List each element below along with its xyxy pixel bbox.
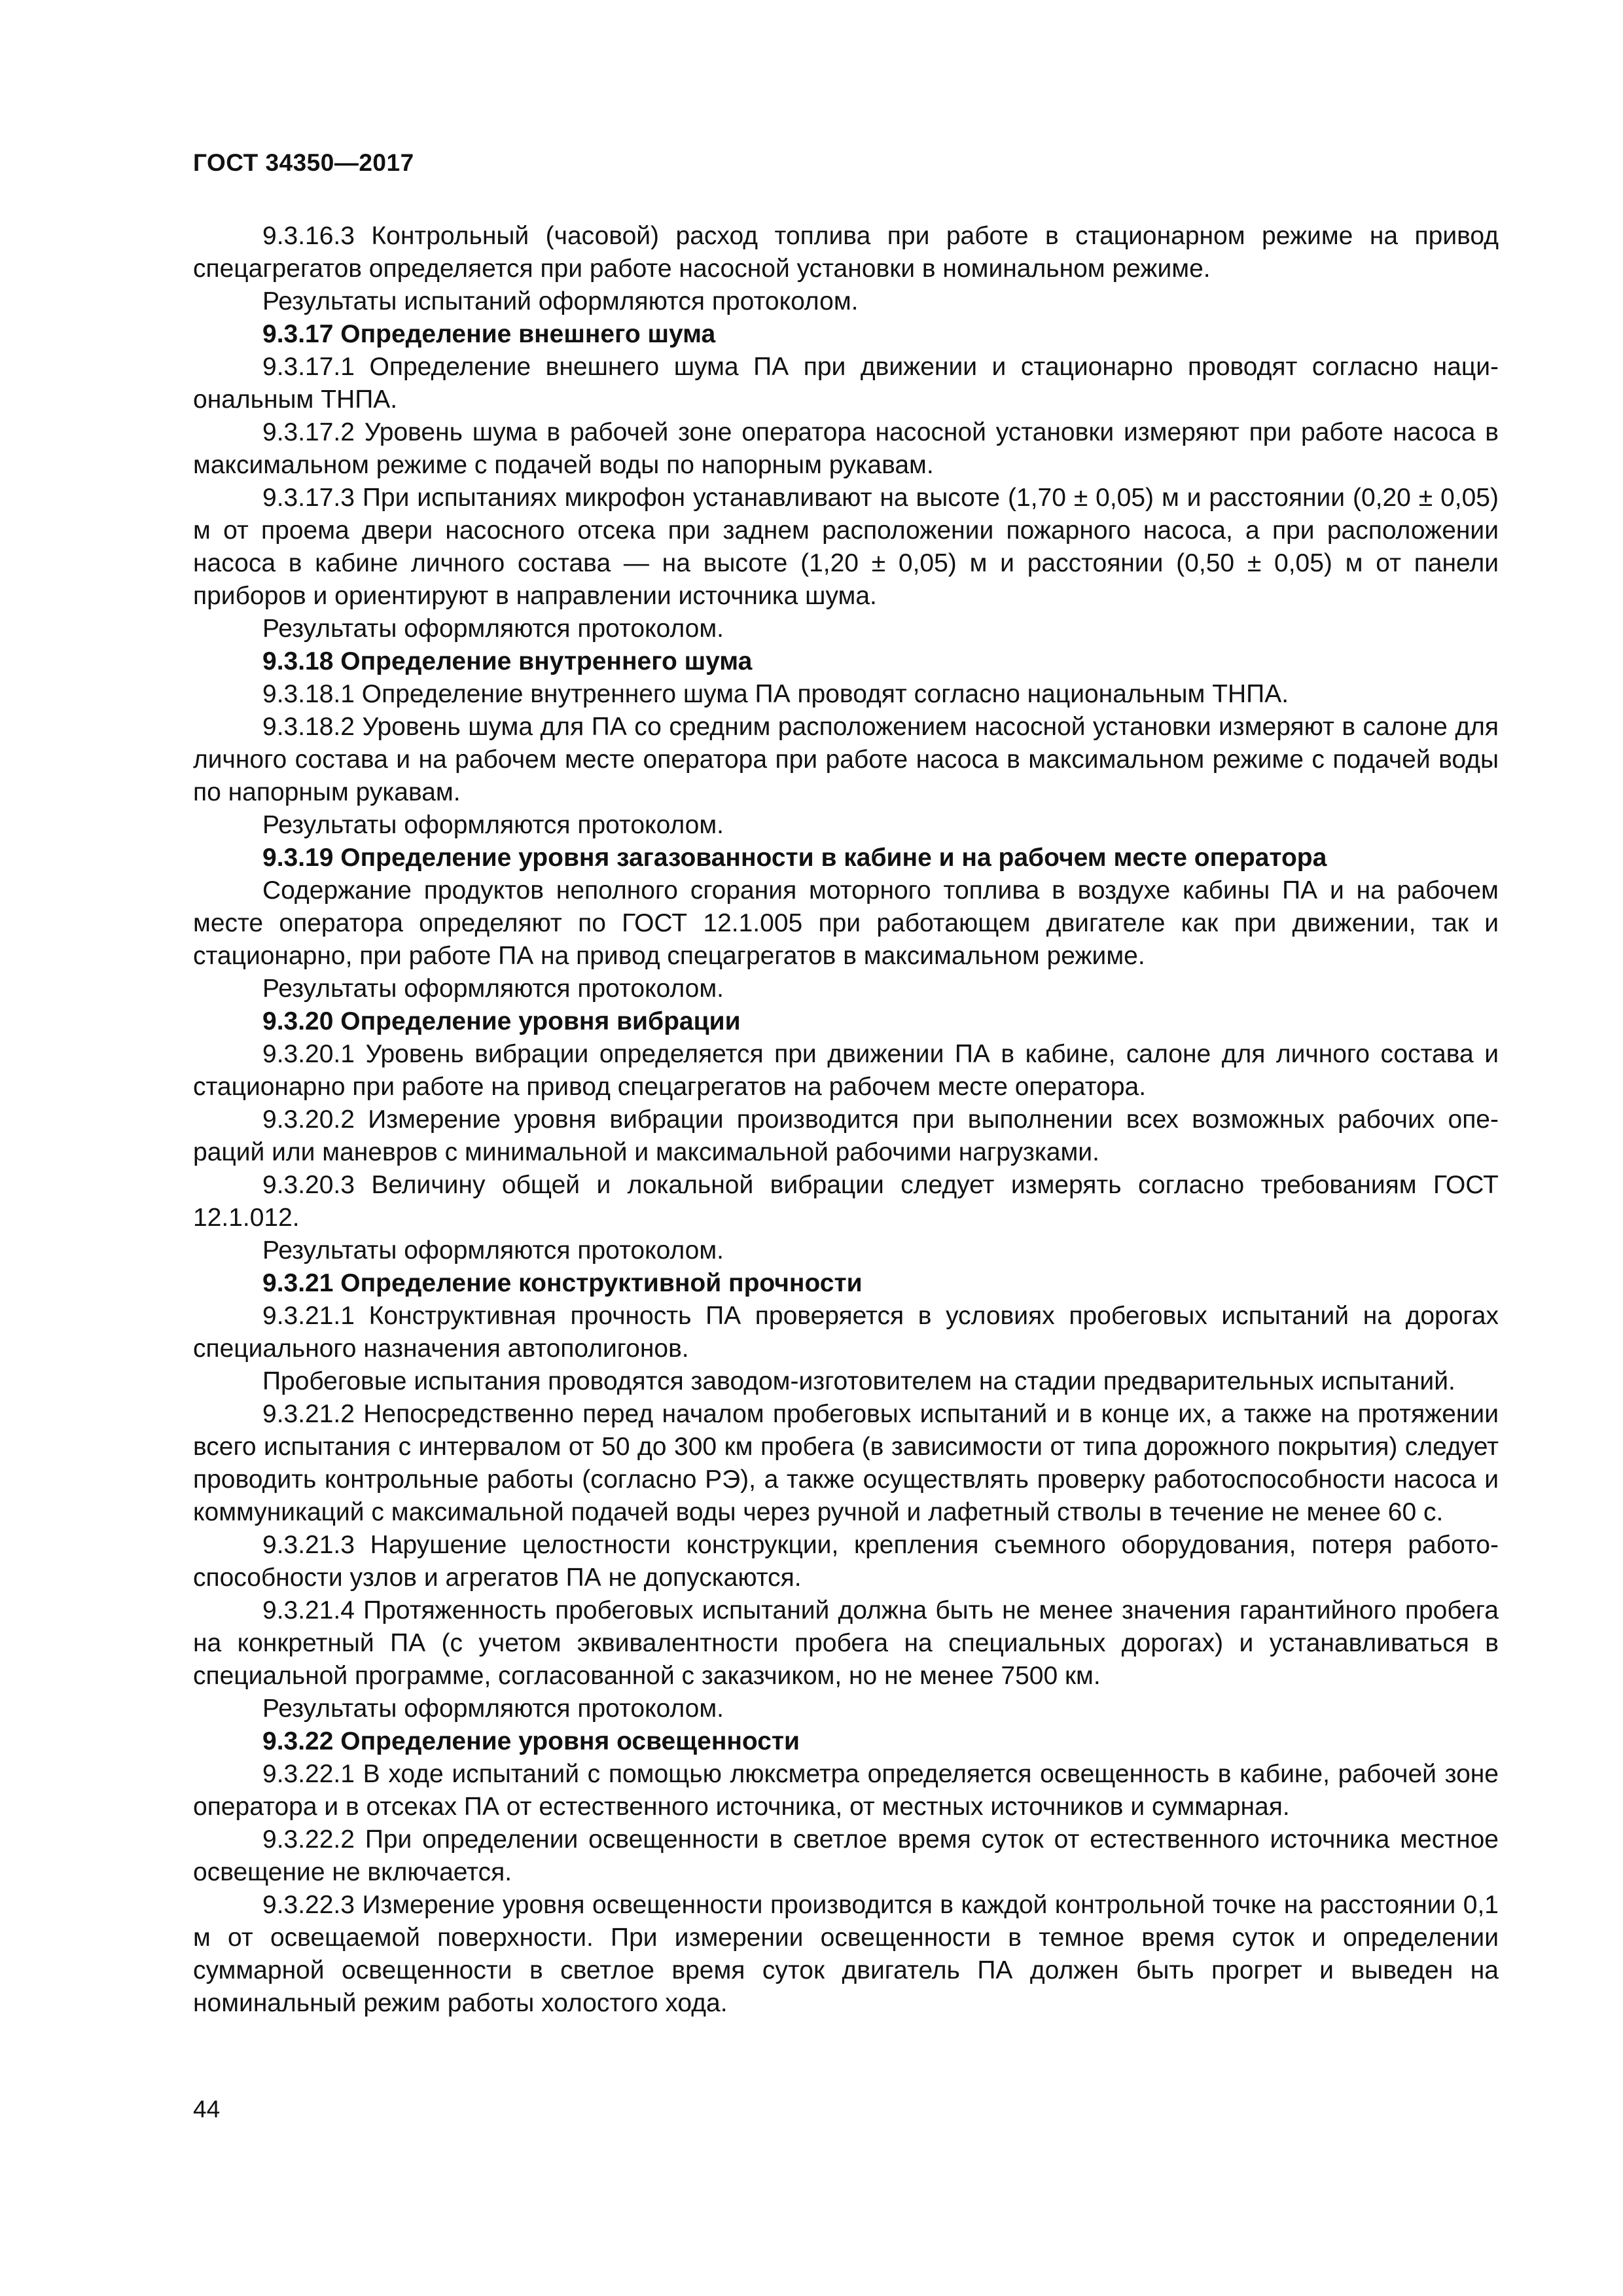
- document-body: [193, 220, 1499, 2020]
- section-heading: 9.3.19 Определение уровня загазованности в кабине и на рабочем месте оператора: [262, 844, 1327, 872]
- paragraph: 9.3.20.1 Уровень вибрации определяется при движении ПА в кабине, салоне для личного состава и стационарно при работе на привод спецагрегатов на рабочем месте оператора.: [193, 1040, 1499, 1101]
- paragraph: 9.3.18.2 Уровень шума для ПА со средним расположением насосной установки измеряют в салоне для личного состава и на рабочем месте оператора при работе насоса в максимальном режиме с подачей воды по напорным рукавам.: [193, 713, 1499, 806]
- paragraph: 9.3.22.2 При определении освещенности в светлое время суток от естественного источника местное освещение не включается.: [193, 1825, 1499, 1886]
- paragraph: 9.3.17.3 При испытаниях микрофон устанавливают на высоте (1,70 ± 0,05) м и расстоянии (0,20 ± 0,05) м от проема двери насосного отсека при заднем расположении пожарного насоса, а при расположении насоса в кабине личного состава — на высоте (1,20 ± 0,05) м и расстоянии (0,50 ± 0,05) м от панели приборов и ориентируют в направлении источника шума.: [193, 484, 1499, 610]
- paragraph: Результаты оформляются протоколом.: [262, 1236, 724, 1265]
- paragraph: 9.3.21.1 Конструктивная прочность ПА проверяется в условиях пробеговых испытаний на дорогах специального назначения автополигонов.: [193, 1302, 1499, 1363]
- paragraph: 9.3.20.3 Величину общей и локальной вибрации следует измерять согласно требованиям ГОСТ 12.1.012.: [193, 1171, 1499, 1232]
- paragraph: 9.3.20.2 Измерение уровня вибрации производится при выполнении всех возможных рабочих операций или маневров с минимальной и максимальной рабочими нагрузками.: [193, 1105, 1499, 1166]
- paragraph: 9.3.22.3 Измерение уровня освещенности производится в каждой контрольной точке на расстоянии 0,1 м от освещаемой поверхности. При измерении освещенности в темное время суток и определении суммарной освещенности в светлое время суток двигатель ПА должен быть прогрет и выведен на номинальный режим работы холостого хода.: [193, 1891, 1499, 2017]
- paragraph: Содержание продуктов неполного сгорания моторного топлива в воздухе кабины ПА и на рабочем месте оператора определяют по ГОСТ 12.1.005 при работающем двигателе как при движении, так и стационарно, при работе ПА на привод спецагрегатов в максимальном режиме.: [193, 876, 1499, 970]
- paragraph: 9.3.17.2 Уровень шума в рабочей зоне оператора насосной установки измеряют при работе насоса в максимальном режиме с подачей воды по напорным рукавам.: [193, 418, 1499, 479]
- paragraph: Результаты оформляются протоколом.: [262, 975, 724, 1003]
- paragraph: 9.3.17.1 Определение внешнего шума ПА при движении и стационарно проводят согласно национальным ТНПА.: [193, 353, 1499, 414]
- paragraph: 9.3.21.3 Нарушение целостности конструкции, крепления съемного оборудования, потеря работоспособности узлов и агрегатов ПА не допускаются.: [193, 1531, 1499, 1592]
- section-heading: 9.3.18 Определение внутреннего шума: [262, 647, 753, 675]
- paragraph: Результаты оформляются протоколом.: [262, 615, 724, 643]
- section-heading: 9.3.17 Определение внешнего шума: [262, 320, 716, 348]
- section-heading: 9.3.21 Определение конструктивной прочности: [262, 1269, 863, 1297]
- paragraph: 9.3.21.4 Протяженность пробеговых испытаний должна быть не менее значения гарантийного пробега на конкретный ПА (с учетом эквивалентности пробега на специальных дорогах) и устанавливаться в специальной программе, согласованной с заказчиком, но не менее 7500 км.: [193, 1596, 1499, 1690]
- page-number: 44: [193, 2096, 221, 2123]
- document-header: ГОСТ 34350—2017: [193, 149, 414, 176]
- paragraph: 9.3.18.1 Определение внутреннего шума ПА проводят согласно национальным ТНПА.: [262, 680, 1289, 708]
- section-heading: 9.3.20 Определение уровня вибрации: [262, 1007, 741, 1035]
- paragraph: 9.3.21.2 Непосредственно перед началом пробеговых испытаний и в конце их, а также на протяжении всего испытания с интервалом от 50 до 300 км пробега (в зависимости от типа дорожного покрытия) следует проводить контрольные работы (согласно РЭ), а также осуществлять проверку работоспособности насоса и коммуникаций с максимальной подачей воды через ручной и лафетный стволы в течение не менее 60 с.: [193, 1400, 1499, 1526]
- section-heading: 9.3.22 Определение уровня освещенности: [262, 1727, 800, 1755]
- paragraph: Результаты оформляются протоколом.: [262, 811, 724, 839]
- paragraph: Результаты испытаний оформляются протоколом.: [262, 287, 859, 315]
- paragraph: Пробеговые испытания проводятся заводом-изготовителем на стадии предварительных испытаний.: [262, 1367, 1455, 1395]
- paragraph: 9.3.22.1 В ходе испытаний с помощью люксметра определяется освещенность в кабине, рабочей зоне оператора и в отсеках ПА от естественного источника, от местных источников и суммарная.: [193, 1760, 1499, 1821]
- paragraph: 9.3.16.3 Контрольный (часовой) расход топлива при работе в стационарном режиме на привод спецагрегатов определяется при работе насосной установки в номинальном режиме.: [193, 222, 1499, 283]
- paragraph: Результаты оформляются протоколом.: [262, 1695, 724, 1723]
